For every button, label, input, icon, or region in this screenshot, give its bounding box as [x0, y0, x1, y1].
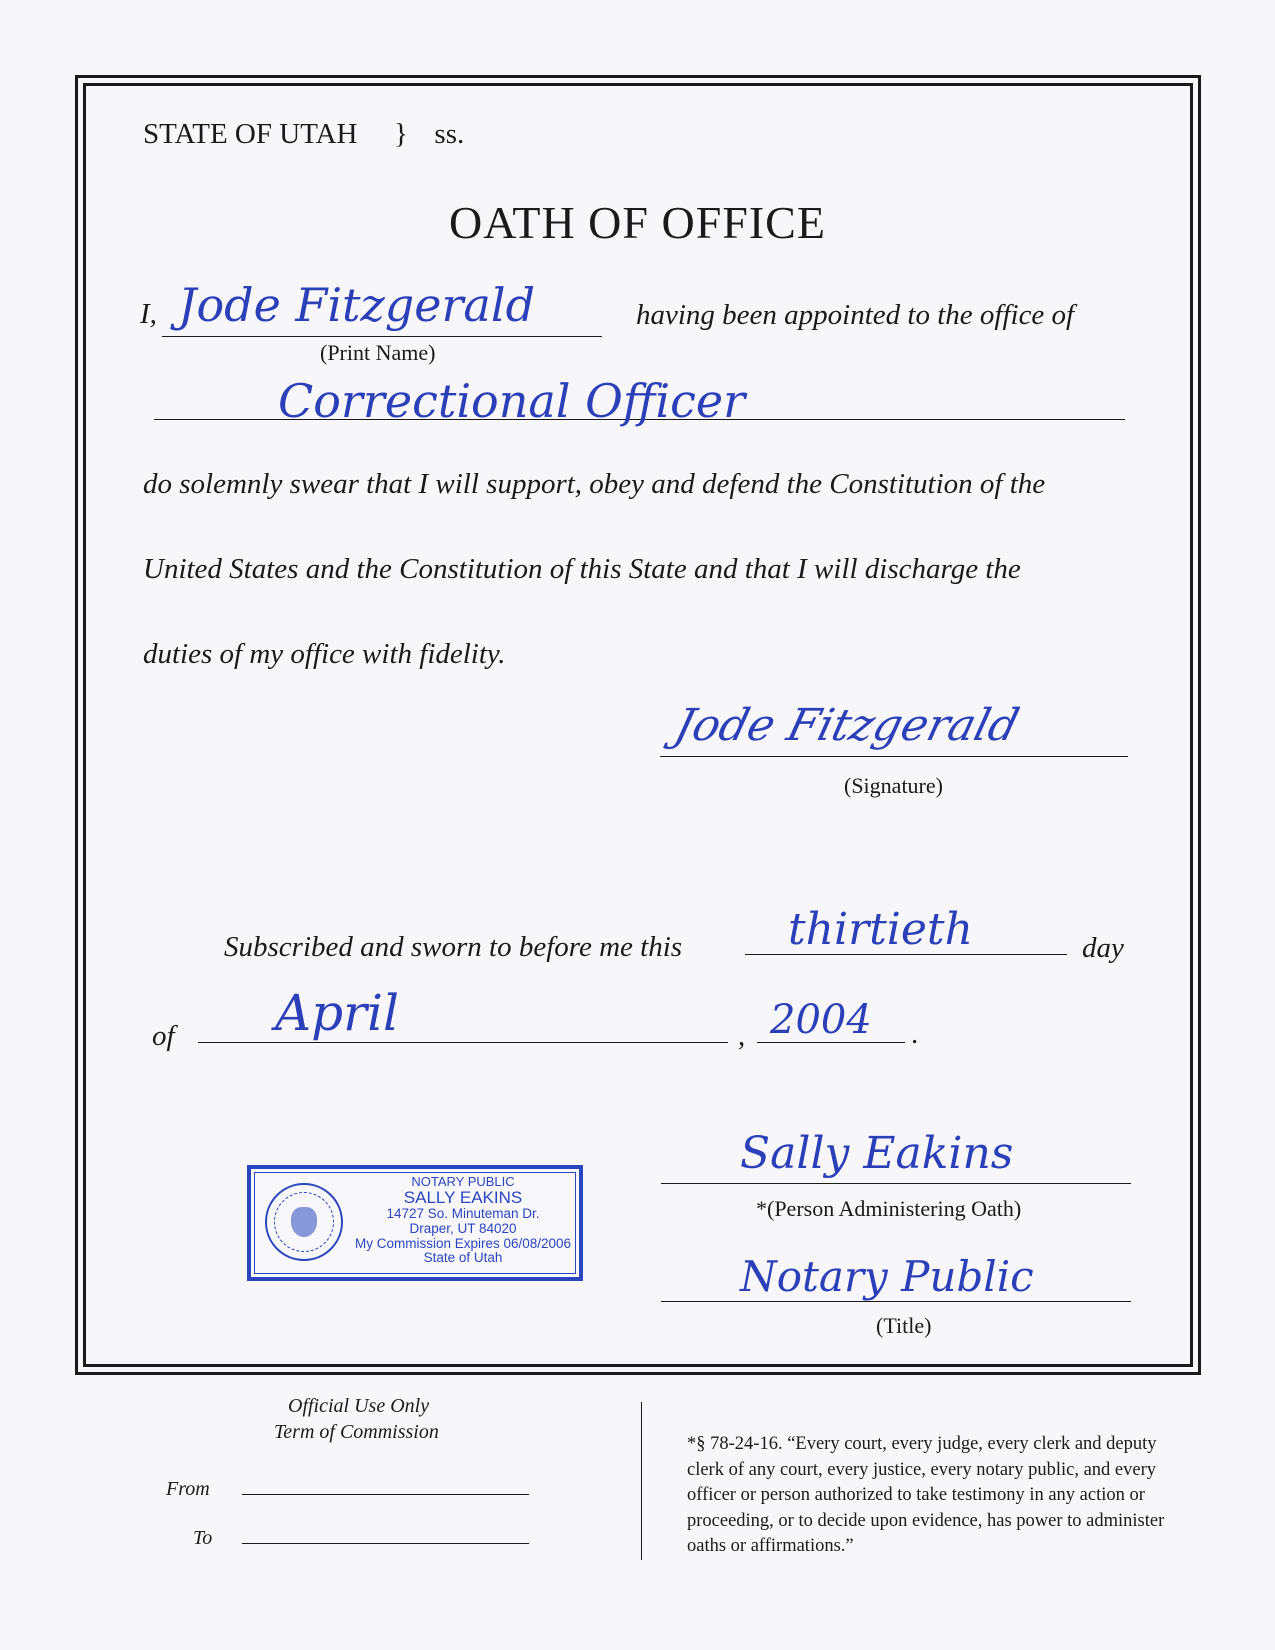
brace: } [393, 118, 408, 150]
title-handwritten: Notary Public [740, 1252, 1034, 1301]
oath-line-2: United States and the Constitution of this State and that I will discharge the [143, 553, 1021, 585]
stamp-text [347, 1175, 579, 1266]
year-handwritten: 2004 [770, 997, 872, 1043]
print-name-caption: (Print Name) [320, 340, 436, 365]
appointed-text: having been appointed to the office of [636, 299, 1075, 331]
to-label: To [193, 1527, 213, 1549]
state-header [143, 118, 464, 151]
ss-label: ss. [434, 118, 465, 150]
from-line [242, 1494, 529, 1495]
stamp-line-3: 14727 So. Minuteman Dr. [386, 1206, 540, 1222]
sworn-text: Subscribed and sworn to before me this [224, 931, 683, 963]
of-word: of [152, 1020, 175, 1052]
notary-stamp [247, 1165, 583, 1281]
stamp-line-1: NOTARY PUBLIC [411, 1174, 515, 1189]
administrator-signature: Sally Eakins [740, 1128, 1014, 1179]
day-handwritten: thirtieth [788, 904, 973, 955]
oath-line-3: duties of my office with fidelity. [143, 638, 506, 670]
term-of-commission-heading: Term of Commission [274, 1421, 439, 1443]
oath-line-1: do solemnly swear that I will support, obey and defend the Constitution of the [143, 468, 1046, 500]
state-name: STATE OF UTAH [143, 118, 358, 150]
name-handwritten: Jode Fitzgerald [178, 278, 536, 332]
stamp-line-6: State of Utah [423, 1250, 503, 1266]
to-line [242, 1543, 529, 1544]
date-comma: , [738, 1020, 746, 1052]
administrator-line [661, 1183, 1131, 1184]
title-caption: (Title) [876, 1313, 932, 1338]
page-title: OATH OF OFFICE [449, 197, 826, 248]
from-label: From [166, 1478, 210, 1500]
oath-prefix: I, [140, 298, 157, 330]
signature-line [660, 756, 1128, 757]
month-line [198, 1042, 728, 1043]
administrator-caption: *(Person Administering Oath) [756, 1196, 1022, 1221]
day-word: day [1082, 932, 1124, 964]
state-seal-emblem [265, 1183, 343, 1261]
signature-caption: (Signature) [844, 773, 943, 798]
stamp-line-5: My Commission Expires 06/08/2006 [354, 1235, 572, 1251]
month-handwritten: April [275, 984, 399, 1042]
stamp-line-4: Draper, UT 84020 [409, 1220, 517, 1236]
stamp-line-2: SALLY EAKINS [403, 1188, 523, 1208]
statute-footnote: *§ 78-24-16. “Every court, every judge, every clerk and deputy clerk of any court, every justice, every notary public, and every officer or person authorized to take testimony in any action or proceeding, or to decide upon evidence, has power to administer oaths or affirmations.” [687, 1434, 1165, 1557]
office-handwritten: Correctional Officer [278, 374, 746, 428]
title-line [661, 1301, 1131, 1302]
official-use-heading: Official Use Only [288, 1395, 430, 1417]
date-period: . [911, 1018, 919, 1050]
footer-divider [641, 1402, 642, 1560]
oath-signature: Jode Fitzgerald [669, 700, 1024, 751]
name-line [162, 336, 602, 337]
